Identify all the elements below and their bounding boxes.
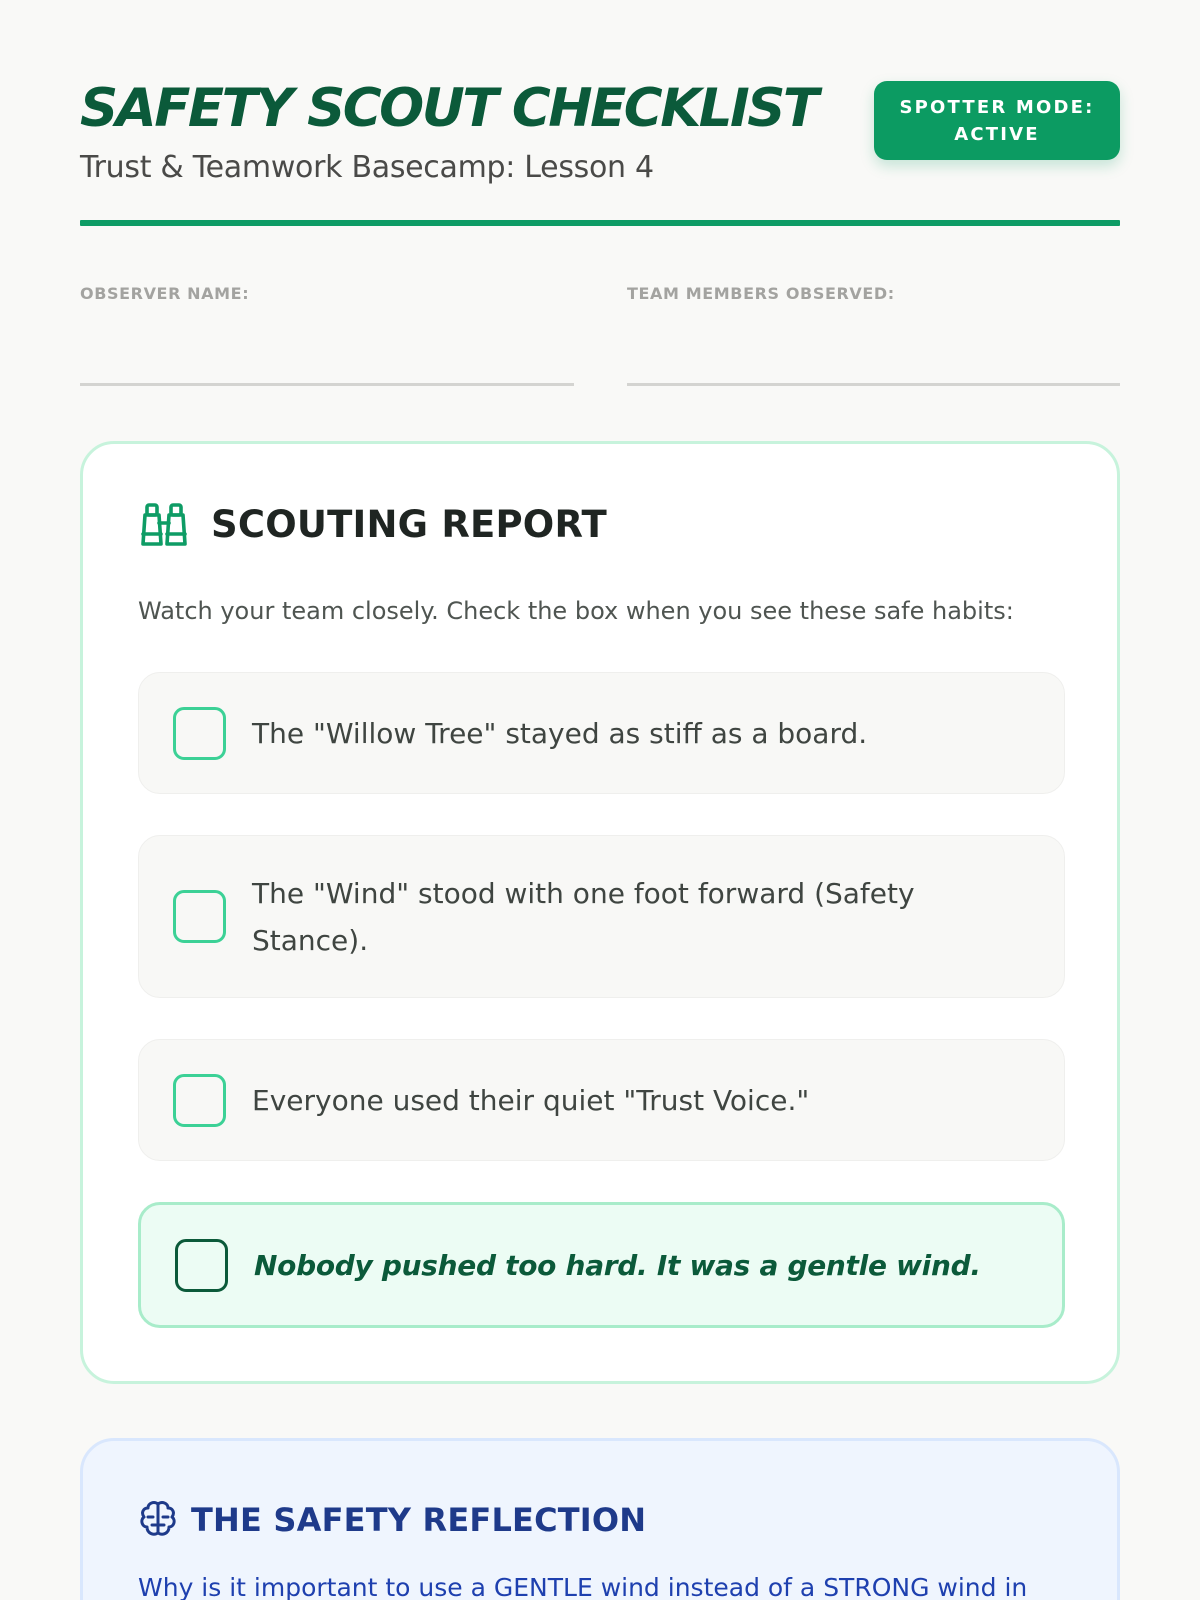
reflection-question: Why is it important to use a GENTLE wind instead of a STRONG wind in — [138, 1573, 1028, 1600]
observer-name-label: OBSERVER NAME: — [80, 284, 250, 303]
checklist-item[interactable] — [138, 672, 1065, 794]
checklist-item[interactable] — [138, 835, 1065, 998]
checklist-item-text: The "Willow Tree" stayed as stiff as a board. — [252, 716, 868, 750]
team-members-label: TEAM MEMBERS OBSERVED: — [627, 284, 895, 303]
checklist-item-highlighted[interactable] — [138, 1202, 1065, 1328]
checkbox[interactable] — [173, 707, 226, 760]
page-title: SAFETY SCOUT CHECKLIST — [80, 78, 817, 139]
scouting-report-title: SCOUTING REPORT — [211, 503, 607, 546]
binoculars-icon — [139, 502, 189, 548]
checklist-item-text: Nobody pushed too hard. It was a gentle wind. — [254, 1248, 981, 1282]
safety-reflection-title: THE SAFETY REFLECTION — [191, 1501, 647, 1539]
checklist-item-text: The "Wind" stood with one foot forward (Safety Stance). — [252, 876, 915, 957]
page-subtitle: Trust & Teamwork Basecamp: Lesson 4 — [80, 150, 654, 185]
checklist-item[interactable] — [138, 1039, 1065, 1161]
checklist-item-text: Everyone used their quiet "Trust Voice." — [252, 1083, 810, 1117]
checkbox[interactable] — [173, 890, 226, 943]
brain-icon — [138, 1499, 178, 1539]
observer-name-field[interactable] — [80, 383, 574, 386]
safety-reflection-card — [80, 1438, 1120, 1600]
checkbox[interactable] — [175, 1239, 228, 1292]
scouting-report-card — [80, 441, 1120, 1384]
header-divider — [80, 220, 1120, 226]
scouting-report-instructions: Watch your team closely. Check the box when you see these safe habits: — [138, 597, 1014, 625]
spotter-mode-badge: SPOTTER MODE: ACTIVE — [874, 81, 1120, 160]
team-members-field[interactable] — [627, 383, 1120, 386]
checkbox[interactable] — [173, 1074, 226, 1127]
